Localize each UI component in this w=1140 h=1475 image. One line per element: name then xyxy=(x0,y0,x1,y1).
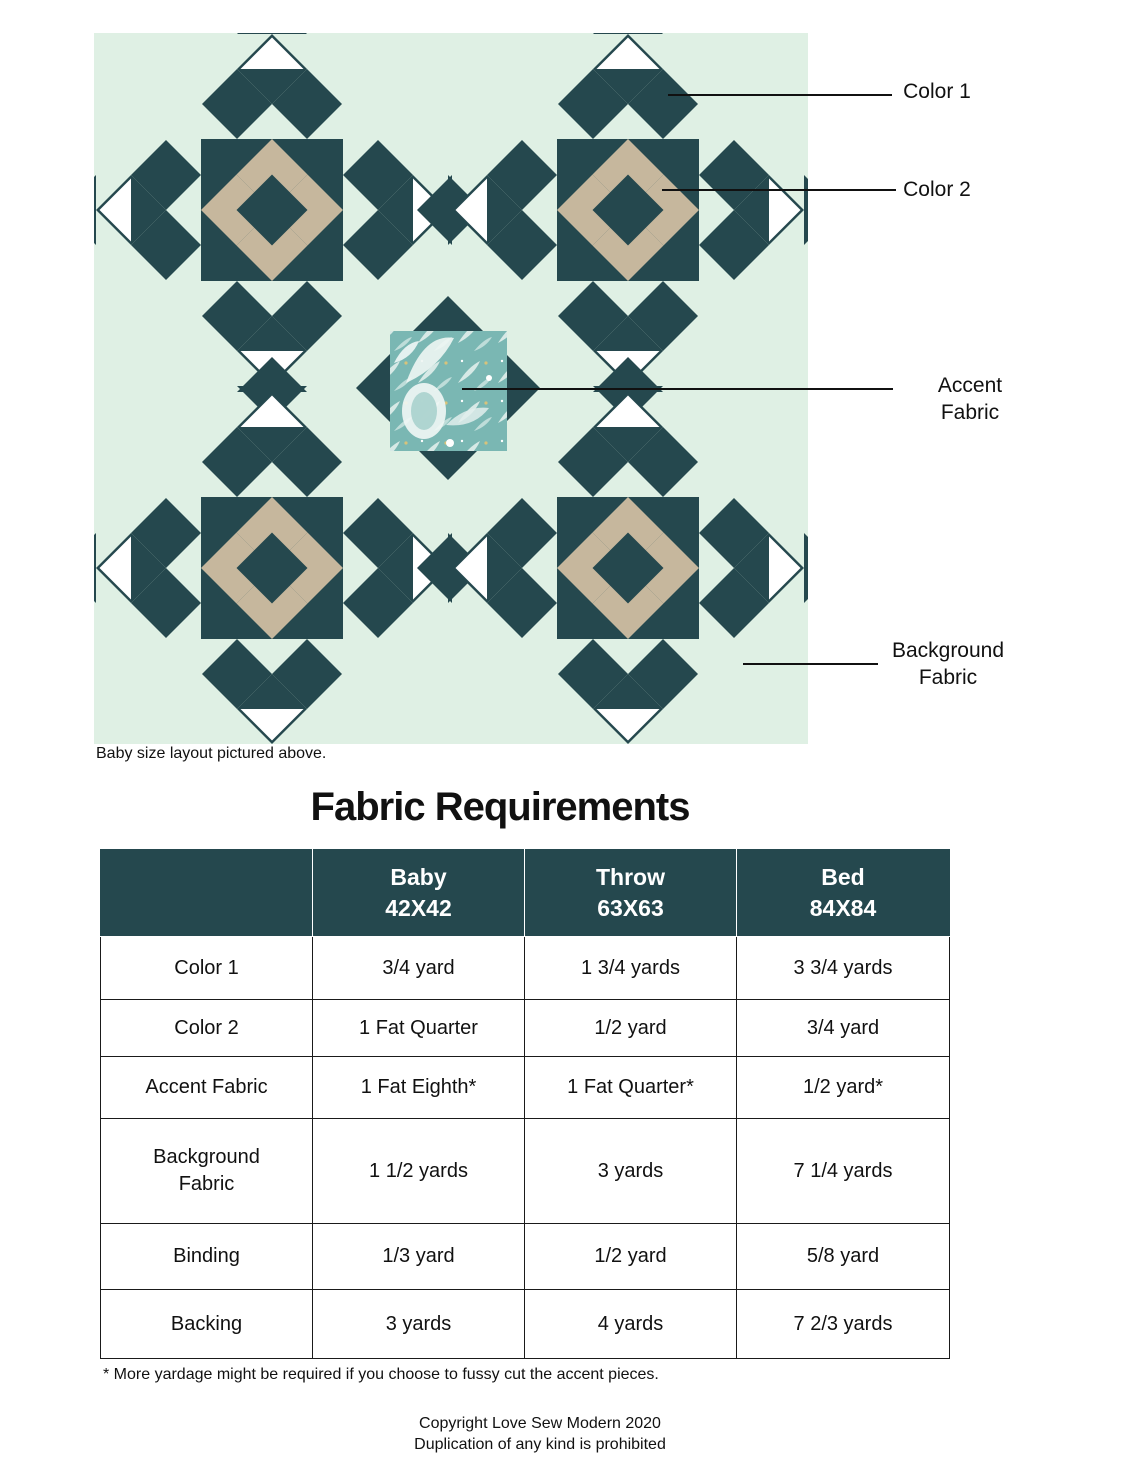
row-label: Binding xyxy=(101,1224,313,1290)
block-top-left-corner-square-1 xyxy=(309,140,343,174)
cell-bed: 7 2/3 yards xyxy=(737,1290,950,1359)
header-bed-name: Bed xyxy=(821,864,865,890)
cell-throw: 3 yards xyxy=(525,1119,737,1224)
block-top-right-corner-square-1 xyxy=(665,140,699,174)
cell-baby: 1/3 yard xyxy=(313,1224,525,1290)
leader-line-color2 xyxy=(662,189,896,191)
cell-baby: 1 Fat Eighth* xyxy=(313,1057,525,1119)
label-color2-text: Color 2 xyxy=(903,178,971,201)
block-top-right-corner-square-3 xyxy=(665,247,699,281)
row-label: Color 1 xyxy=(101,937,313,1000)
copyright-line1: Copyright Love Sew Modern 2020 xyxy=(419,1415,661,1432)
row-label-line1: Background xyxy=(153,1146,260,1168)
label-accent-fabric xyxy=(920,372,1020,426)
label-accent-line1: Accent xyxy=(937,374,1003,397)
cell-bed: 1/2 yard* xyxy=(737,1057,950,1119)
header-empty xyxy=(101,850,313,937)
table-row xyxy=(101,1057,950,1119)
block-bottom-left-corner-square-1 xyxy=(309,498,343,532)
diagram-caption: Baby size layout pictured above. xyxy=(96,745,327,762)
block-bottom-right-corner-square-2 xyxy=(558,605,592,639)
row-label-line2: Fabric xyxy=(178,1173,235,1195)
cell-throw: 1/2 yard xyxy=(525,1000,737,1057)
header-baby-name: Baby xyxy=(390,864,447,890)
block-bottom-left-corner-square-3 xyxy=(309,605,343,639)
table-row xyxy=(101,1119,950,1224)
footnote: * More yardage might be required if you choose to fussy cut the accent pieces. xyxy=(103,1366,659,1383)
block-bottom-right-corner-square-3 xyxy=(665,605,699,639)
label-background-line1: Background xyxy=(891,639,1005,662)
cell-bed: 5/8 yard xyxy=(737,1224,950,1290)
block-top-left-corner-square-0 xyxy=(202,140,236,174)
label-color1-text: Color 1 xyxy=(903,80,971,103)
block-bottom-left-corner-square-0 xyxy=(202,498,236,532)
table-header-row xyxy=(101,850,950,937)
header-throw-name: Throw xyxy=(596,864,665,890)
block-top-left-corner-square-3 xyxy=(309,247,343,281)
cell-baby: 1 Fat Quarter xyxy=(313,1000,525,1057)
header-throw xyxy=(525,850,737,937)
block-top-right-corner-square-0 xyxy=(558,140,592,174)
cell-throw: 1 3/4 yards xyxy=(525,937,737,1000)
table-row xyxy=(101,1290,950,1359)
header-bed-size: 84X84 xyxy=(809,895,877,921)
block-bottom-right-corner-square-1 xyxy=(665,498,699,532)
header-bed xyxy=(737,850,950,937)
cell-bed: 7 1/4 yards xyxy=(737,1119,950,1224)
block-bottom-right-corner-square-0 xyxy=(558,498,592,532)
block-bottom-right-unit-right-tip-triangle xyxy=(804,533,808,603)
cell-throw: 4 yards xyxy=(525,1290,737,1359)
block-top-right-corner-square-2 xyxy=(558,247,592,281)
label-accent-line2: Fabric xyxy=(940,401,1000,424)
cell-bed: 3 3/4 yards xyxy=(737,937,950,1000)
leader-line-accent xyxy=(462,388,893,390)
row-label xyxy=(101,1119,313,1224)
copyright-notice xyxy=(340,1413,740,1455)
block-bottom-left-unit-left-tip-triangle xyxy=(94,533,96,603)
header-baby-size: 42X42 xyxy=(385,895,452,921)
cell-baby: 1 1/2 yards xyxy=(313,1119,525,1224)
label-background-line2: Fabric xyxy=(918,666,978,689)
table-row xyxy=(101,1224,950,1290)
header-throw-size: 63X63 xyxy=(597,895,664,921)
block-bottom-left-corner-square-2 xyxy=(202,605,236,639)
row-label: Accent Fabric xyxy=(101,1057,313,1119)
block-top-right-unit-right-tip-triangle xyxy=(804,175,808,245)
fabric-requirements-table xyxy=(100,849,950,1359)
row-label: Color 2 xyxy=(101,1000,313,1057)
label-color2 xyxy=(898,176,976,203)
label-background-fabric xyxy=(885,637,1011,691)
cell-baby: 3 yards xyxy=(313,1290,525,1359)
cell-bed: 3/4 yard xyxy=(737,1000,950,1057)
header-baby xyxy=(313,850,525,937)
cell-baby: 3/4 yard xyxy=(313,937,525,1000)
block-top-left-corner-square-2 xyxy=(202,247,236,281)
cell-throw: 1/2 yard xyxy=(525,1224,737,1290)
label-color1 xyxy=(898,78,976,105)
block-top-left-unit-top-tip-triangle xyxy=(237,33,307,34)
leader-line-color1 xyxy=(668,94,892,96)
row-label: Backing xyxy=(101,1290,313,1359)
block-top-left-unit-left-tip-triangle xyxy=(94,175,96,245)
page-title: Fabric Requirements xyxy=(310,785,690,829)
leader-line-background xyxy=(743,663,878,665)
cell-throw: 1 Fat Quarter* xyxy=(525,1057,737,1119)
copyright-line2: Duplication of any kind is prohibited xyxy=(414,1436,666,1453)
table-row xyxy=(101,1000,950,1057)
table-row xyxy=(101,937,950,1000)
block-top-right-unit-top-tip-triangle xyxy=(593,33,663,34)
